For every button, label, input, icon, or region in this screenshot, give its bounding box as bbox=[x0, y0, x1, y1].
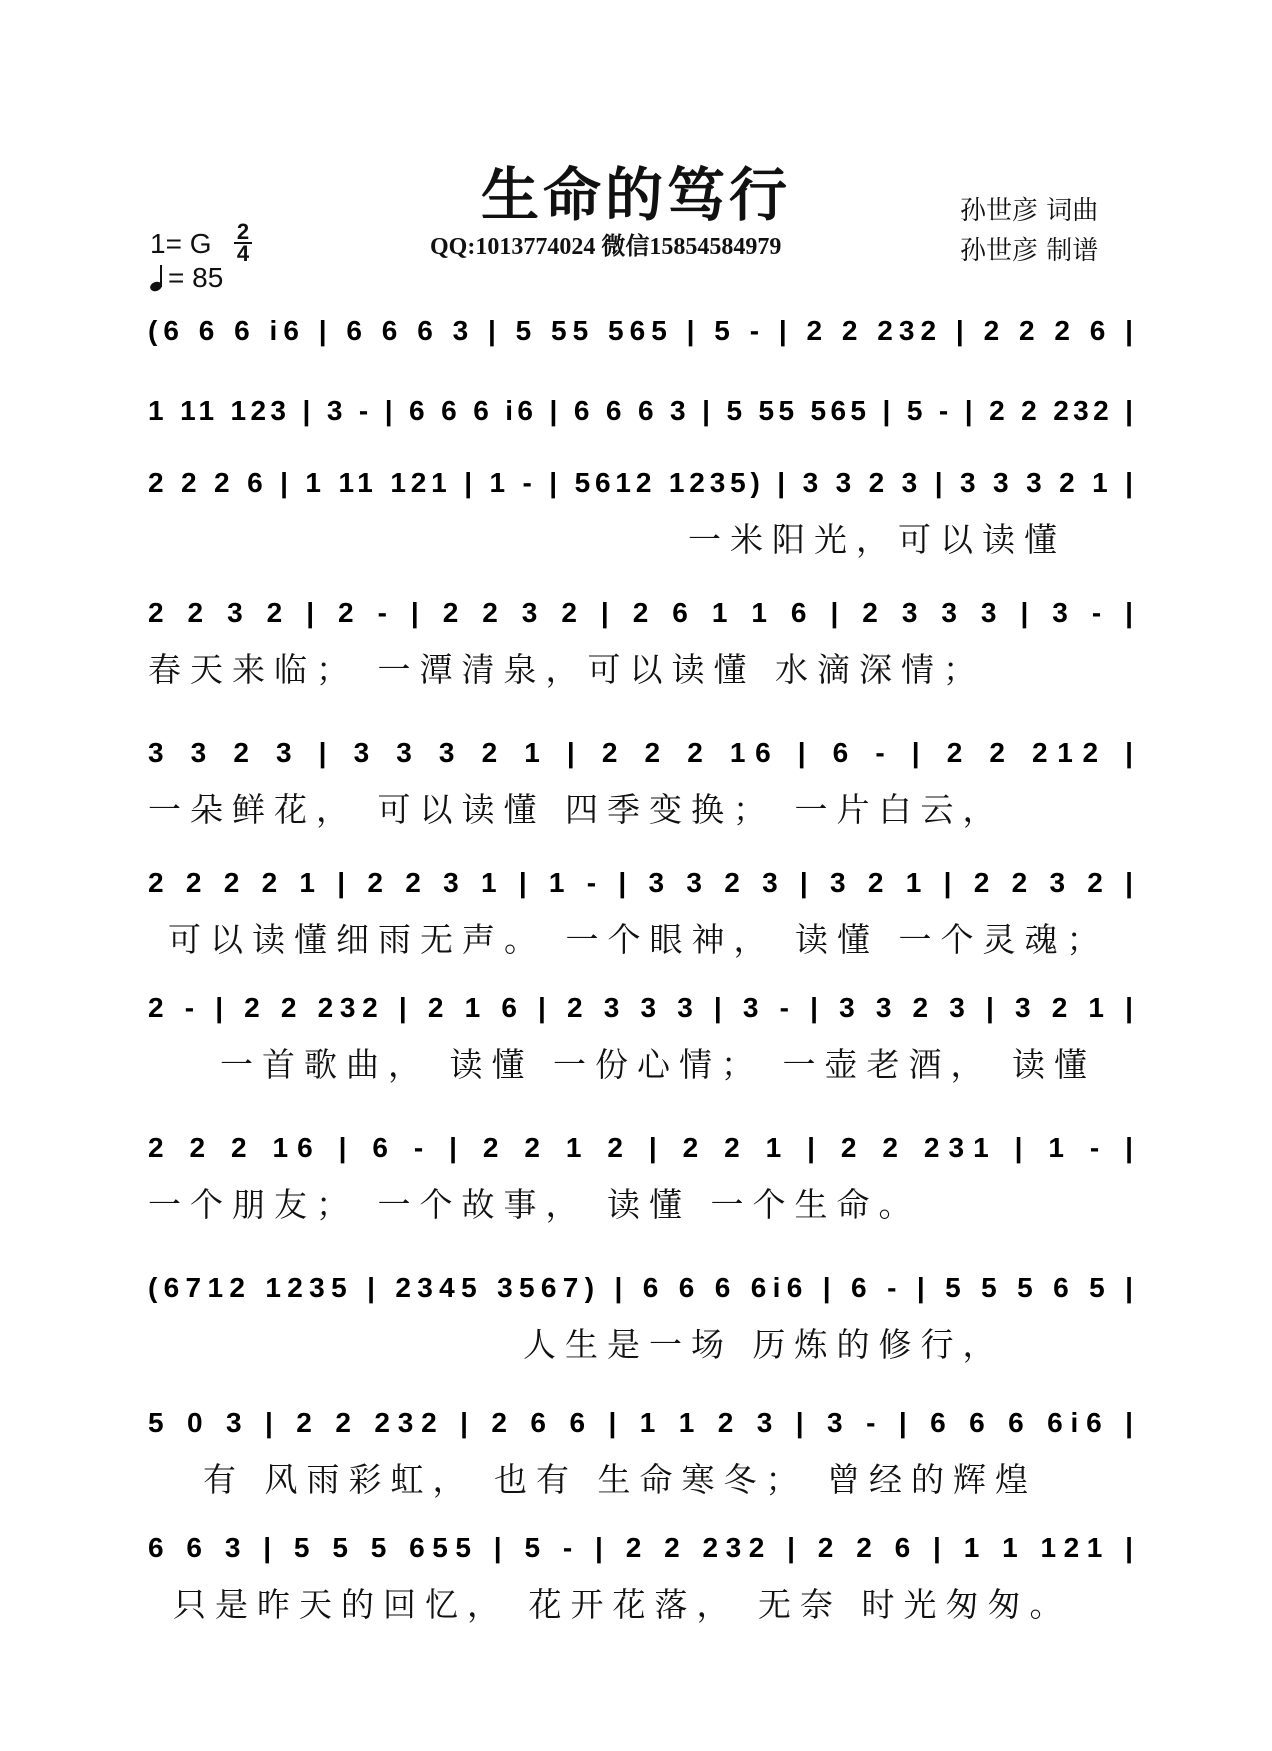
lyric-line: 可以读懂细雨无声。 一个眼神， 读懂 一个灵魂； bbox=[168, 920, 1109, 959]
song-title: 生命的笃行 bbox=[480, 161, 791, 229]
time-signature-bottom: 4 bbox=[236, 241, 250, 266]
notation-line bbox=[148, 1265, 1133, 1309]
lyric-line: 有 风雨彩虹， 也有 生命寒冬； 曾经的辉煌 bbox=[203, 1460, 1037, 1499]
contact-info: QQ:1013774024 微信15854584979 bbox=[430, 234, 782, 260]
lyric-line: 春天来临； 一潭清泉，可以读懂 水滴深情； bbox=[148, 650, 985, 689]
lyric-line: 一首歌曲， 读懂 一份心情； 一壶老酒， 读懂 bbox=[220, 1045, 1096, 1084]
arranger-credit: 孙世彦 制谱 bbox=[960, 236, 1099, 266]
notation-line bbox=[148, 730, 1133, 774]
tempo-value: = 85 bbox=[168, 262, 224, 293]
notation-text: 6 6 3 | 5 5 5 655 | 5 - | 2 2 232 | 2 2 6 | 1 1 121 | bbox=[148, 1532, 1133, 1563]
notation-line bbox=[148, 1525, 1133, 1569]
lyric-line: 只是昨天的回忆， 花开花落， 无奈 时光匆匆。 bbox=[173, 1585, 1072, 1624]
notation-line bbox=[148, 985, 1133, 1029]
time-signature-top: 2 bbox=[236, 219, 250, 244]
notation-text: 1 11 123 | 3 - | 6 6 6 i6 | 6 6 6 3 | 5 55 565 | 5 - | 2 2 232 | bbox=[148, 395, 1133, 426]
time-signature bbox=[232, 219, 254, 266]
lyric-line: 一米阳光，可以读懂 bbox=[688, 520, 1066, 559]
notation-text: 2 - | 2 2 232 | 2 1 6 | 2 3 3 3 | 3 - | 3 3 2 3 | 3 2 1 | bbox=[148, 992, 1133, 1023]
notation-line bbox=[148, 308, 1133, 352]
notation-line bbox=[148, 590, 1133, 634]
notation-text: 2 2 2 6 | 1 11 121 | 1 - | 5612 1235) | 3 3 2 3 | 3 3 3 2 1 | bbox=[148, 467, 1133, 498]
notation-text: 2 2 2 2 1 | 2 2 3 1 | 1 - | 3 3 2 3 | 3 2 1 | 2 2 3 2 | bbox=[148, 867, 1133, 898]
notation-text: (6 6 6 i6 | 6 6 6 3 | 5 55 565 | 5 - | 2 2 232 | 2 2 2 6 | bbox=[148, 315, 1133, 346]
lyric-line: 一朵鲜花， 可以读懂 四季变换； 一片白云， bbox=[148, 790, 1005, 829]
notation-text: 2 2 2 16 | 6 - | 2 2 1 2 | 2 2 1 | 2 2 231 | 1 - | bbox=[148, 1132, 1133, 1163]
key-signature: 1= G bbox=[150, 228, 212, 259]
notation-line bbox=[148, 860, 1133, 904]
notation-line bbox=[148, 460, 1133, 504]
quarter-note-icon bbox=[150, 265, 164, 291]
notation-text: (6712 1235 | 2345 3567) | 6 6 6 6i6 | 6 - | 5 5 5 6 5 | bbox=[148, 1272, 1133, 1303]
notation-line bbox=[148, 388, 1133, 432]
notation-line bbox=[148, 1125, 1133, 1169]
notation-line bbox=[148, 1400, 1133, 1444]
lyric-line: 一个朋友； 一个故事， 读懂 一个生命。 bbox=[148, 1185, 921, 1224]
lyric-line: 人生是一场 历炼的修行， bbox=[523, 1325, 1005, 1364]
notation-text: 3 3 2 3 | 3 3 3 2 1 | 2 2 2 16 | 6 - | 2 2 212 | bbox=[148, 737, 1133, 768]
notation-text: 5 0 3 | 2 2 232 | 2 6 6 | 1 1 2 3 | 3 - | 6 6 6 6i6 | bbox=[148, 1407, 1133, 1438]
tempo-marking bbox=[150, 262, 223, 294]
notation-text: 2 2 3 2 | 2 - | 2 2 3 2 | 2 6 1 1 6 | 2 3 3 3 | 3 - | bbox=[148, 597, 1133, 628]
lyricist-credit: 孙世彦 词曲 bbox=[960, 196, 1099, 226]
